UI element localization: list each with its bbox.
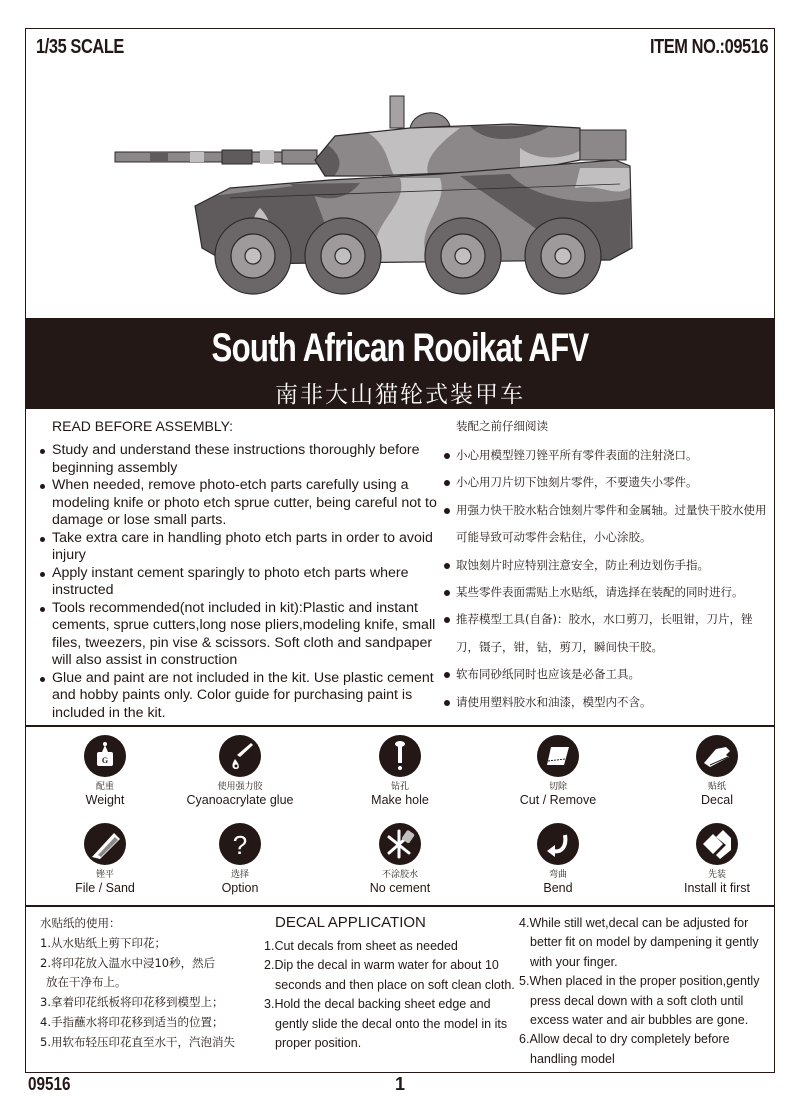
install-first-icon bbox=[696, 823, 738, 865]
symbol-glue: 使用强力胶 Cyanoacrylate glue bbox=[160, 735, 320, 807]
page-number: 1 bbox=[395, 1074, 406, 1094]
read-before-item-cn: 请使用塑料胶水和油漆，模型内不含。 bbox=[442, 689, 772, 716]
read-before-heading-cn: 装配之前仔细阅读 bbox=[456, 419, 548, 433]
decal-step: 1.Cut decals from sheet as needed bbox=[264, 939, 458, 953]
cut-icon bbox=[537, 735, 579, 777]
read-before-list bbox=[38, 442, 438, 722]
read-before-item: Tools recommended(not included in kit):Plastic and instant cements, sprue cutters,long nose pliers,modeling knife, small files, tweezers, pin vise & scissors. Soft cloth and sandpaper will also assist in construction bbox=[38, 600, 438, 670]
symbol-file: 锉平 File / Sand bbox=[25, 823, 185, 895]
no-cement-icon bbox=[379, 823, 421, 865]
read-before-item: Apply instant cement sparingly to photo etch parts where instructed bbox=[38, 565, 438, 600]
vehicle-illustration bbox=[110, 88, 700, 310]
read-before-item-cn: 用强力快干胶水粘合蚀刻片零件和金属轴。过量快干胶水使用可能导致可动零件会粘住，小心涂胶。 bbox=[442, 497, 772, 552]
product-title: South African Rooikat AFV bbox=[211, 326, 589, 370]
decal-step: 2.Dip the decal in warm water for about 10 bbox=[264, 958, 499, 973]
read-before-item: Study and understand these instructions thoroughly before beginning assembly bbox=[38, 442, 438, 477]
file-icon bbox=[84, 823, 126, 865]
decal-step: 4.While still wet,decal can be adjusted for bbox=[519, 916, 749, 930]
decal-step: 6.Allow decal to dry completely before bbox=[519, 1032, 730, 1047]
read-before-heading: READ BEFORE ASSEMBLY: bbox=[52, 418, 234, 434]
read-before-item: Take extra care in handling photo etch parts in order to avoid injury bbox=[38, 530, 438, 565]
symbol-bend: 弯曲 Bend bbox=[478, 823, 638, 895]
symbol-weight: G 配重 Weight bbox=[25, 735, 185, 807]
read-before-item-cn: 小心用模型锉刀锉平所有零件表面的注射浇口。 bbox=[442, 442, 772, 469]
read-before-item-cn: 小心用刀片切下蚀刻片零件，不要遗失小零件。 bbox=[442, 469, 772, 496]
read-before-item: When needed, remove photo-etch parts carefully using a modeling knife or photo etch sprue cutter, being careful not to damage or lose small parts. bbox=[38, 477, 438, 530]
svg-text:G: G bbox=[101, 756, 109, 765]
read-before-item-cn: 某些零件表面需贴上水贴纸，请选择在装配的同时进行。 bbox=[442, 579, 772, 606]
symbol-legend bbox=[25, 727, 775, 903]
read-before-item-cn: 取蚀刻片时应特别注意安全，防止利边划伤手指。 bbox=[442, 552, 772, 579]
read-before-list-cn bbox=[442, 442, 772, 716]
symbol-drill: 钻孔 Make hole bbox=[320, 735, 480, 807]
read-before-item: Glue and paint are not included in the kit. Use plastic cement and hobby paints only. Color guide for purchasing paint is included in the kit. bbox=[38, 670, 438, 723]
symbol-decal: 贴纸 Decal bbox=[637, 735, 797, 807]
title-banner bbox=[25, 318, 775, 409]
decal-heading: DECAL APPLICATION bbox=[275, 914, 426, 931]
decal-icon bbox=[696, 735, 738, 777]
decal-steps-left: 1.Cut decals from sheet as needed 2.Dip the decal in warm water for about 10 seconds and then place on soft clean cloth. 3.Hold the decal backing sheet edge and gently slide the decal onto the model in its proper position. bbox=[264, 937, 520, 1053]
section-divider bbox=[25, 905, 775, 907]
symbol-no-cement: 不涂胶水 No cement bbox=[320, 823, 480, 895]
decal-step: 3.Hold the decal backing sheet edge and bbox=[264, 997, 491, 1012]
symbol-cut: 切除 Cut / Remove bbox=[478, 735, 638, 807]
drill-icon bbox=[379, 735, 421, 777]
footer-item-code: 09516 bbox=[28, 1074, 71, 1094]
decal-instructions-cn: 水贴纸的使用： 1.从水贴纸上剪下印花； 2.将印花放入温水中浸10秒，然后 放在干净布上。 3.拿着印花纸板将印花移到模型上； 4.手指蘸水将印花移到适当的位置； 5.用软布轻压印花直至水干，汽泡消失 bbox=[40, 916, 235, 1049]
product-title-cn: 南非大山猫轮式装甲车 bbox=[275, 382, 525, 408]
glue-drop-icon bbox=[219, 735, 261, 777]
weight-icon bbox=[84, 735, 126, 777]
read-before-item-cn: 软布同砂纸同时也应该是必备工具。 bbox=[442, 661, 772, 688]
svg-text:?: ? bbox=[232, 830, 248, 860]
read-before-item-cn: 推荐模型工具(自备)：胶水，水口剪刀，长咀钳，刀片，锉刀，镊子，钳，钻，剪刀，瞬间快干胶。 bbox=[442, 606, 772, 661]
bend-arrow-icon bbox=[537, 823, 579, 865]
item-number: ITEM NO.:09516 bbox=[649, 36, 768, 58]
symbol-option: ? 选择 Option bbox=[160, 823, 320, 895]
decal-heading-cn: 水贴纸的使用： bbox=[40, 916, 121, 930]
decal-steps-right: 4.While still wet,decal can be adjusted for better fit on model by dampening it gently with your finger. 5.When placed in the proper position,gently press decal down with a soft cloth until excess water and air bubbles are gone. 6.Allow decal to dry completely before handling model bbox=[519, 914, 769, 1069]
scale-label: 1/35 SCALE bbox=[36, 36, 124, 58]
question-icon bbox=[219, 823, 261, 865]
symbol-install-first: 先装 Install it first bbox=[637, 823, 797, 895]
decal-step: 5.When placed in the proper position,gently bbox=[519, 974, 760, 989]
